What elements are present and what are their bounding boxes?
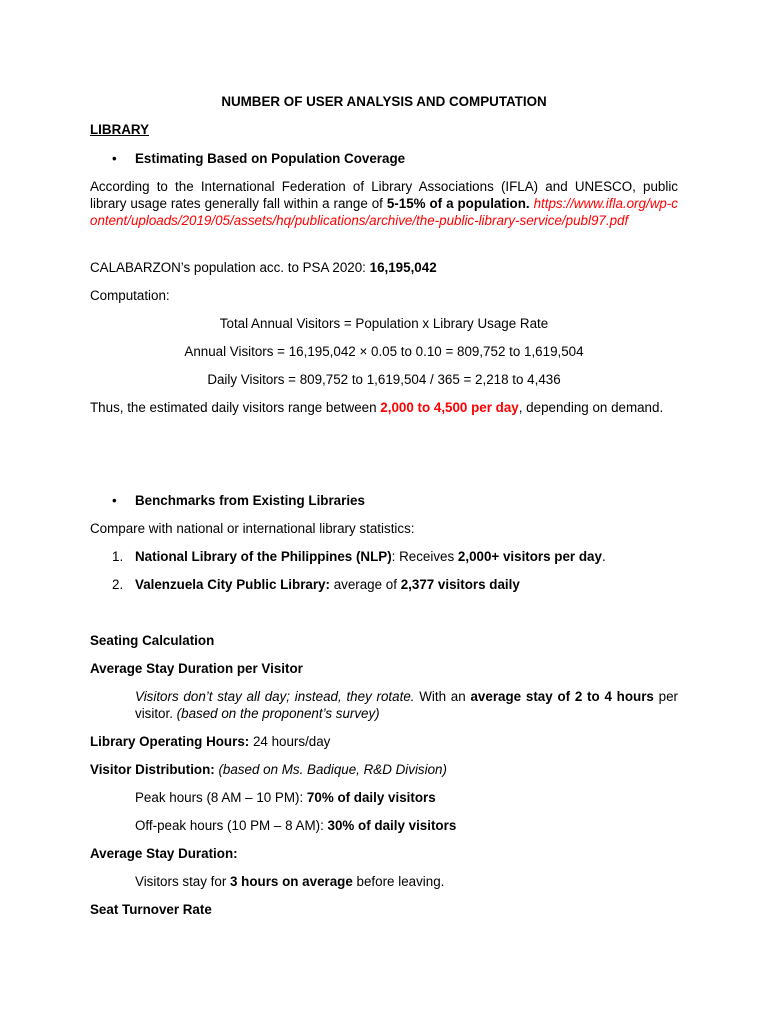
heading-average-stay: Average Stay Duration per Visitor — [90, 661, 303, 676]
stay-range: average stay of 2 to 4 hours — [470, 689, 654, 704]
ifla-paragraph — [90, 178, 678, 229]
bullet-marker: • — [112, 151, 117, 166]
rotation-text: Visitors don’t stay all day; instead, they rotate. — [135, 689, 415, 704]
offpeak-label: Off-peak hours (10 PM – 8 AM): — [135, 818, 328, 833]
thus-paragraph — [90, 399, 678, 416]
list-item-value: 2,000+ visitors per day — [457, 549, 602, 564]
ifla-link[interactable]: https://www.ifla.org/wp-content/uploads/2019/05/assets/hq/publications/archive/the-public-library-service/publ97.pdf — [90, 196, 678, 228]
page-title: NUMBER OF USER ANALYSIS AND COMPUTATION — [221, 94, 547, 109]
survey-note: (based on the proponent’s survey) — [176, 706, 380, 721]
computation-label: Computation: — [90, 288, 170, 303]
bullet-marker: • — [112, 493, 117, 508]
operating-hours-line — [90, 733, 678, 750]
operating-hours-value: 24 hours/day — [249, 734, 331, 749]
stay-bold: 3 hours on average — [230, 874, 353, 889]
distribution-source: (based on Ms. Badique, R&D Division) — [218, 762, 447, 777]
list-number: 2. — [112, 577, 124, 592]
list-item-value: 2,377 visitors daily — [400, 577, 520, 592]
list-item-mid: average of — [329, 577, 401, 592]
visitor-distribution-line — [90, 761, 678, 778]
offpeak-hours-line — [135, 817, 678, 834]
heading-seat-turnover: Seat Turnover Rate — [90, 902, 212, 917]
list-item-nlp — [135, 548, 678, 565]
formula-annual: Annual Visitors = 16,195,042 × 0.05 to 0.10 = 809,752 to 1,619,504 — [184, 344, 584, 359]
stay-duration-line — [135, 873, 678, 890]
stay-mid: With an — [414, 689, 471, 704]
list-item-valenzuela — [135, 576, 678, 593]
list-item-end: . — [601, 549, 606, 564]
population-value: 16,195,042 — [369, 260, 437, 275]
peak-label: Peak hours (8 AM – 10 PM): — [135, 790, 307, 805]
ifla-rate: 5-15% of a population. — [386, 196, 530, 211]
peak-hours-line — [135, 789, 678, 806]
offpeak-value: 30% of daily visitors — [327, 818, 457, 833]
bullet-heading-population: Estimating Based on Population Coverage — [135, 151, 406, 166]
compare-line: Compare with national or international library statistics: — [90, 521, 415, 536]
formula-daily: Daily Visitors = 809,752 to 1,619,504 / 365 = 2,218 to 4,436 — [207, 372, 561, 387]
thus-pre: Thus, the estimated daily visitors range between — [90, 400, 381, 415]
thus-highlight: 2,000 to 4,500 per day — [380, 400, 519, 415]
heading-seating-calculation: Seating Calculation — [90, 633, 215, 648]
stay-post-text: before leaving. — [352, 874, 445, 889]
ifla-text: According to the International Federation of Library Associations (IFLA) and UNESCO, public library usage rates generally fall within a range of — [90, 179, 678, 211]
heading-average-stay-duration: Average Stay Duration: — [90, 846, 238, 861]
bullet-heading-benchmarks: Benchmarks from Existing Libraries — [135, 493, 365, 508]
distribution-label: Visitor Distribution: — [90, 762, 215, 777]
list-item-mid: : Receives — [391, 549, 458, 564]
list-number: 1. — [112, 549, 124, 564]
population-line — [90, 259, 678, 276]
list-item-title: National Library of the Philippines (NLP) — [135, 549, 392, 564]
peak-value: 70% of daily visitors — [306, 790, 436, 805]
formula-total: Total Annual Visitors = Population x Library Usage Rate — [219, 316, 549, 331]
stay-pre: Visitors stay for — [135, 874, 231, 889]
stay-post: per visitor. — [135, 689, 678, 721]
list-item-title: Valenzuela City Public Library: — [135, 577, 330, 592]
average-stay-paragraph — [135, 688, 678, 722]
population-label: CALABARZON’s population acc. to PSA 2020: — [90, 260, 370, 275]
operating-hours-label: Library Operating Hours: — [90, 734, 250, 749]
thus-post: , depending on demand. — [518, 400, 664, 415]
section-heading-library: LIBRARY — [90, 122, 150, 137]
